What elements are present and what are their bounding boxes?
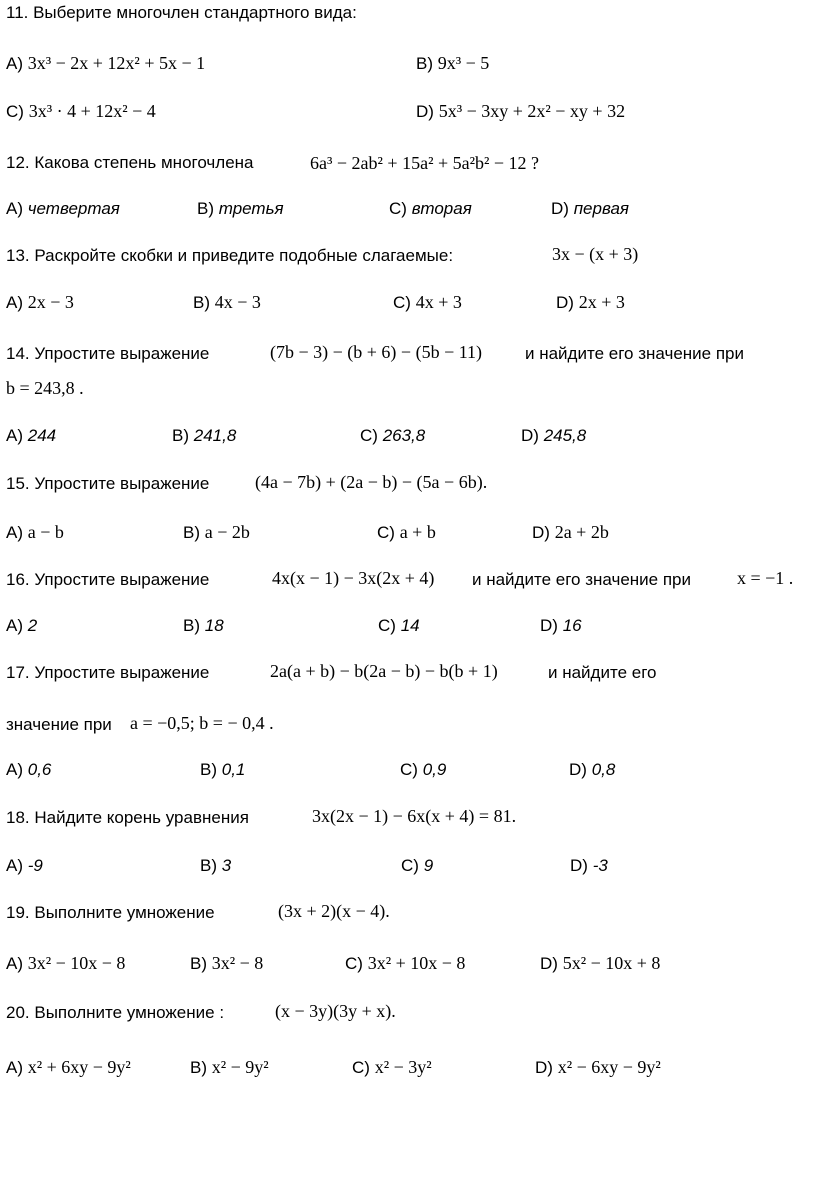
q14-option-b[interactable] [172, 425, 236, 447]
option-text: x² + 6xy − 9y² [27, 1057, 131, 1077]
q11-option-a[interactable] [6, 52, 205, 75]
option-text: 16 [562, 616, 582, 635]
option-text: -9 [27, 856, 43, 875]
option-text: 2x − 3 [27, 292, 74, 312]
option-text: 2x + 3 [578, 292, 625, 312]
q18-option-d[interactable] [570, 855, 608, 877]
option-text: x² − 6xy − 9y² [557, 1057, 661, 1077]
q16-option-c[interactable] [378, 615, 420, 637]
question-14-value: b = 243,8 . [6, 378, 84, 398]
question-13-expression: 3x − (x + 3) [552, 244, 639, 264]
option-label: C) [6, 102, 24, 121]
option-text: 4x − 3 [214, 292, 261, 312]
option-label: A) [6, 856, 23, 875]
option-label: C) [352, 1058, 370, 1077]
option-label: D) [551, 199, 569, 218]
option-text: 0,1 [221, 760, 246, 779]
q15-option-a[interactable] [6, 521, 64, 544]
q18-option-a[interactable] [6, 855, 43, 877]
question-17-stem: 17. Упростите выражение [6, 663, 210, 682]
option-text: a − 2b [204, 522, 250, 542]
option-label: B) [200, 760, 217, 779]
question-17-values: a = −0,5; b = − 0,4 . [130, 713, 274, 733]
q15-option-d[interactable] [532, 521, 609, 544]
question-16-value: x = −1 . [737, 568, 794, 588]
q17-option-a[interactable] [6, 759, 51, 781]
option-label: A) [6, 1058, 23, 1077]
q12-option-a[interactable] [6, 198, 120, 220]
option-label: B) [172, 426, 189, 445]
question-11-stem: 11. Выберите многочлен стандартного вида: [6, 3, 357, 22]
option-label: C) [389, 199, 407, 218]
option-label: C) [378, 616, 396, 635]
option-label: C) [345, 954, 363, 973]
question-16-tail: и найдите его значение при [472, 570, 691, 589]
option-text: x² − 3y² [374, 1057, 432, 1077]
option-label: D) [532, 523, 550, 542]
question-20-expression: (x − 3y)(3y + x). [275, 1001, 396, 1021]
option-text: 3x³ − 2x + 12x² + 5x − 1 [27, 53, 206, 73]
question-14-stem: 14. Упростите выражение [6, 344, 210, 363]
option-label: B) [197, 199, 214, 218]
question-17-tail: и найдите его [548, 663, 657, 682]
question-16-stem: 16. Упростите выражение [6, 570, 210, 589]
q15-option-b[interactable] [183, 521, 250, 544]
q11-option-d[interactable] [416, 100, 625, 123]
option-text: 2 [27, 616, 38, 635]
q17-option-d[interactable] [569, 759, 615, 781]
option-text: 0,8 [591, 760, 616, 779]
q13-option-b[interactable] [193, 291, 261, 314]
option-label: B) [200, 856, 217, 875]
q14-option-d[interactable] [521, 425, 586, 447]
option-label: C) [400, 760, 418, 779]
option-text: 0,9 [422, 760, 447, 779]
question-12-stem: 12. Какова степень многочлена [6, 153, 254, 172]
option-label: C) [360, 426, 378, 445]
option-text: a + b [399, 522, 436, 542]
option-text: 9 [423, 856, 434, 875]
option-label: A) [6, 426, 23, 445]
option-label: B) [193, 293, 210, 312]
q19-option-b[interactable] [190, 952, 263, 975]
question-15-stem: 15. Упростите выражение [6, 474, 210, 493]
option-label: A) [6, 523, 23, 542]
question-12-expression: 6a³ − 2ab² + 15a² + 5a²b² − 12 ? [310, 153, 540, 173]
option-text: 18 [204, 616, 224, 635]
q19-option-c[interactable] [345, 952, 465, 975]
q18-option-b[interactable] [200, 855, 231, 877]
q19-option-a[interactable] [6, 952, 125, 975]
option-label: A) [6, 293, 23, 312]
option-label: B) [416, 54, 433, 73]
q20-option-d[interactable] [535, 1056, 661, 1079]
q16-option-b[interactable] [183, 615, 224, 637]
question-19-expression: (3x + 2)(x − 4). [278, 901, 390, 921]
q12-option-c[interactable] [389, 198, 472, 220]
option-text: первая [573, 199, 629, 218]
option-label: D) [569, 760, 587, 779]
option-text: x² − 9y² [211, 1057, 269, 1077]
option-text: 3x³ · 4 + 12x² − 4 [28, 101, 156, 121]
q20-option-b[interactable] [190, 1056, 269, 1079]
option-text: 241,8 [193, 426, 237, 445]
option-label: D) [540, 616, 558, 635]
option-text: 2a + 2b [554, 522, 609, 542]
option-label: A) [6, 616, 23, 635]
q18-option-c[interactable] [401, 855, 433, 877]
option-text: 0,6 [27, 760, 52, 779]
option-text: третья [218, 199, 284, 218]
q14-option-c[interactable] [360, 425, 425, 447]
option-text: 5x³ − 3xy + 2x² − xy + 32 [438, 101, 626, 121]
q19-option-d[interactable] [540, 952, 660, 975]
option-text: 4x + 3 [415, 292, 462, 312]
option-label: B) [183, 523, 200, 542]
option-label: C) [377, 523, 395, 542]
question-19-stem: 19. Выполните умножение [6, 903, 215, 922]
option-label: A) [6, 54, 23, 73]
option-text: 3x² − 10x − 8 [27, 953, 126, 973]
option-text: 3 [221, 856, 232, 875]
q20-option-a[interactable] [6, 1056, 131, 1079]
question-16-expression: 4x(x − 1) − 3x(2x + 4) [272, 568, 435, 588]
option-text: 5x² − 10x + 8 [562, 953, 661, 973]
option-text: 3x² + 10x − 8 [367, 953, 466, 973]
q11-option-b[interactable] [416, 52, 489, 75]
q13-option-c[interactable] [393, 291, 462, 314]
q16-option-d[interactable] [540, 615, 582, 637]
option-text: a − b [27, 522, 64, 542]
q17-option-c[interactable] [400, 759, 446, 781]
option-label: D) [521, 426, 539, 445]
option-label: D) [556, 293, 574, 312]
question-20-stem: 20. Выполните умножение : [6, 1003, 225, 1022]
q14-option-a[interactable] [6, 425, 56, 447]
option-label: B) [190, 1058, 207, 1077]
option-text: 244 [27, 426, 57, 445]
option-label: D) [416, 102, 434, 121]
option-text: 245,8 [543, 426, 587, 445]
q13-option-d[interactable] [556, 291, 625, 314]
option-text: 263,8 [382, 426, 426, 445]
option-label: D) [540, 954, 558, 973]
q11-option-c[interactable] [6, 100, 156, 123]
q15-option-c[interactable] [377, 521, 436, 544]
option-label: B) [190, 954, 207, 973]
q17-option-b[interactable] [200, 759, 245, 781]
option-label: A) [6, 760, 23, 779]
option-label: B) [183, 616, 200, 635]
q16-option-a[interactable] [6, 615, 37, 637]
question-17-expression: 2a(a + b) − b(2a − b) − b(b + 1) [270, 661, 498, 681]
q12-option-b[interactable] [197, 198, 284, 220]
option-label: C) [401, 856, 419, 875]
option-text: -3 [592, 856, 608, 875]
option-text: четвертая [27, 199, 120, 218]
option-text: 3x² − 8 [211, 953, 264, 973]
option-label: A) [6, 954, 23, 973]
q13-option-a[interactable] [6, 291, 74, 314]
option-label: A) [6, 199, 23, 218]
q12-option-d[interactable] [551, 198, 629, 220]
option-label: D) [535, 1058, 553, 1077]
question-18-expression: 3x(2x − 1) − 6x(x + 4) = 81. [312, 806, 517, 826]
option-label: D) [570, 856, 588, 875]
question-14-tail: и найдите его значение при [525, 344, 744, 363]
option-text: 9x³ − 5 [437, 53, 490, 73]
question-17-line2-text: значение при [6, 715, 112, 734]
option-text: 14 [400, 616, 420, 635]
option-label: C) [393, 293, 411, 312]
question-15-expression: (4a − 7b) + (2a − b) − (5a − 6b). [255, 472, 488, 492]
q20-option-c[interactable] [352, 1056, 432, 1079]
question-13-stem: 13. Раскройте скобки и приведите подобные слагаемые: [6, 246, 454, 265]
question-18-stem: 18. Найдите корень уравнения [6, 808, 249, 827]
question-14-expression: (7b − 3) − (b + 6) − (5b − 11) [270, 342, 483, 362]
option-text: вторая [411, 199, 472, 218]
